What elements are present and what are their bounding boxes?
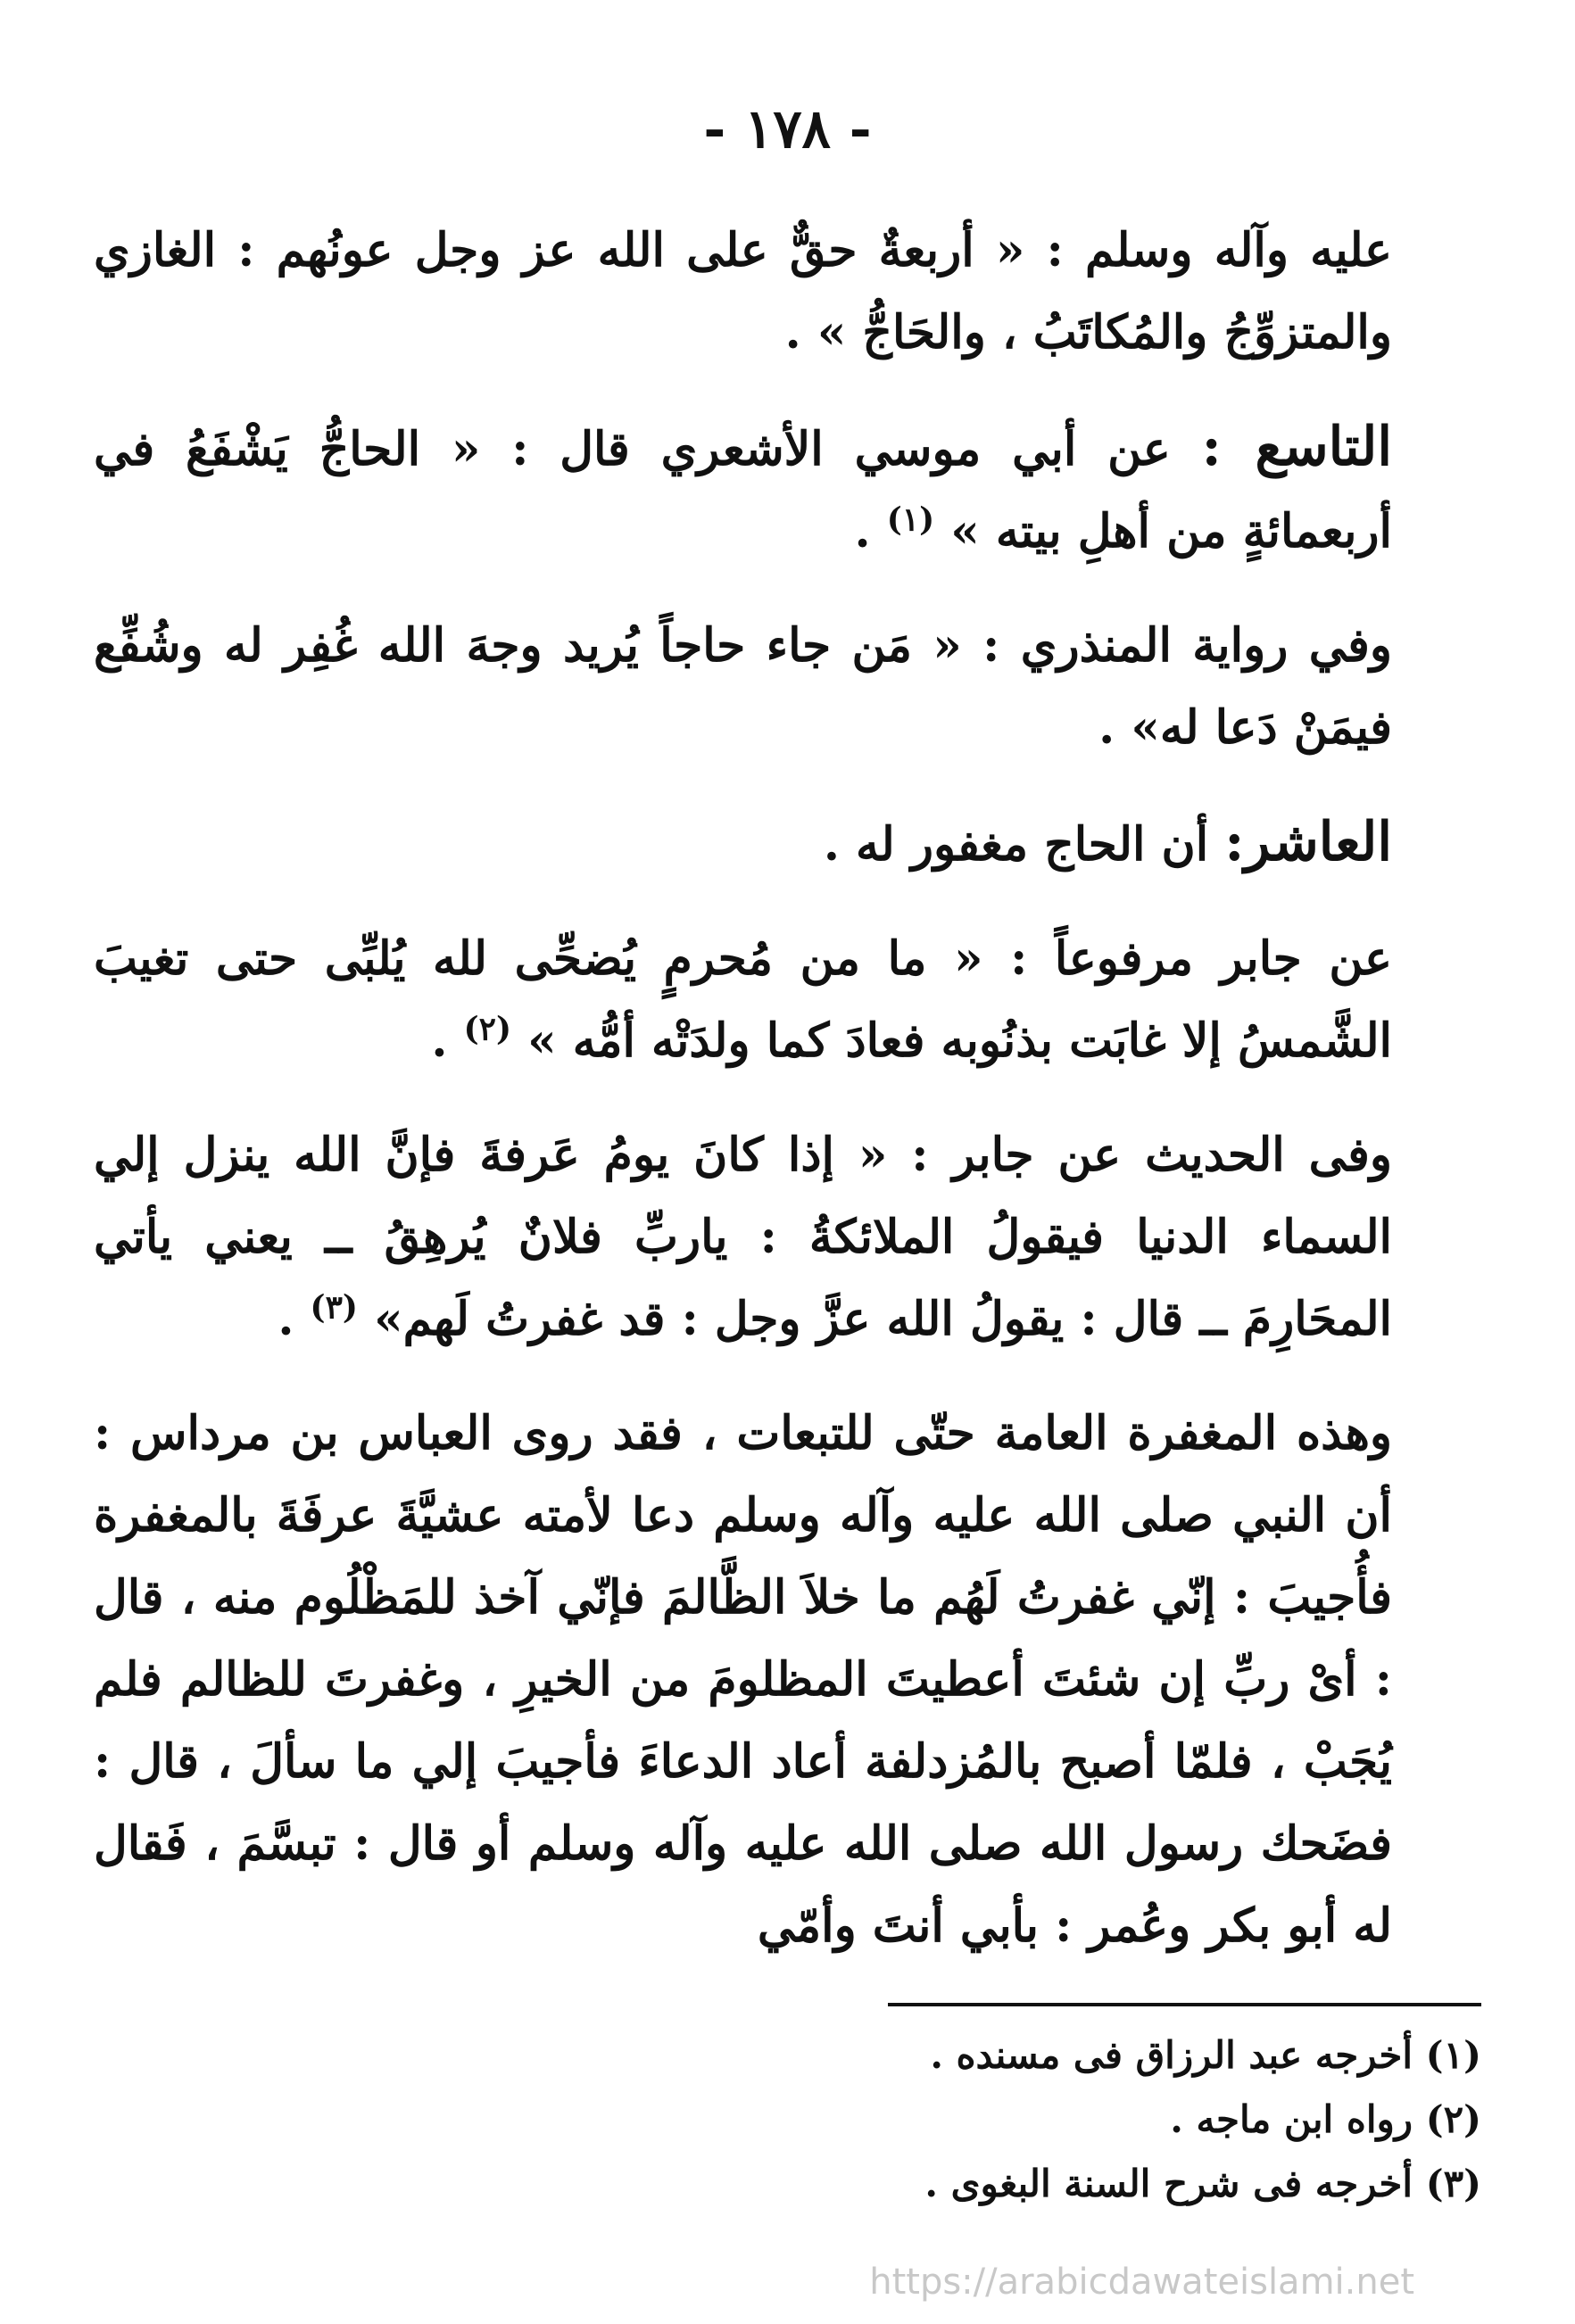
paragraph-text: عن جابر مرفوعاً : « ما من مُحرمٍ يُضحِّى لله يُلبِّى حتى تغيبَ الشَّمسُ إلا غابَت بذنُوبه فعادَ كما ولدَتْه أمُّه » — [94, 931, 1392, 1068]
section-heading-ninth: التاسع : — [1201, 416, 1392, 478]
paragraph-text: أن الحاج مغفور له . — [823, 817, 1225, 872]
footnote-ref-3[interactable]: (٣) — [310, 1288, 358, 1327]
footnote-divider — [888, 2003, 1481, 2006]
paragraph-tail: . — [854, 504, 887, 558]
paragraph-text: وفى الحديث عن جابر : « إذا كانَ يومُ عَرفةَ فإنَّ الله ينزل إلي السماء الدنيا فيقولُ الملائكةُ : ياربِّ فلانٌ يُرهِقُ ــ يعني يأتي المحَارِمَ ــ قال : يقولُ الله عزَّ وجل : قد غفرتُ لَهم» — [94, 1128, 1393, 1346]
paragraph-7 — [94, 1393, 1392, 1967]
page-body — [94, 210, 1392, 1999]
footnote-2: (٢) رواه ابن ماجه . — [1170, 2097, 1481, 2141]
paragraph-text: وهذه المغفرة العامة حتّى للتبعات ، فقد روى العباس بن مرداس : أن النبي صلى الله عليه وآله وسلم دعا لأمته عشيَّةَ عرفَةَ بالمغفرة فأُجيبَ : إنّي غفرتُ لَهُم ما خلاَ الظَّالمَ فإنّي آخذ للمَظْلُوم منه ، قال : أىْ ربِّ إن شئتَ أعطيتَ المظلومَ من الخيرِ ، وغفرتَ للظالم فلم يُجَبْ ، فلمّا أصبح بالمُزدلفة أعاد الدعاءَ فأجيبَ إلي ما سألَ ، قال : فضَحك رسول الله صلى الله عليه وآله وسلم أو قال : تبسَّمَ ، فَقال له أبو بكر وعُمر : بأبي أنتَ وأمّي — [94, 1406, 1392, 1953]
footnote-1: (١) أخرجه عبد الرزاق فى مسنده . — [930, 2033, 1481, 2077]
footnote-ref-1[interactable]: (١) — [886, 500, 935, 539]
page-number: - ١٧٨ - — [703, 98, 872, 161]
paragraph-4 — [94, 801, 1392, 886]
paragraph-3 — [94, 605, 1392, 769]
paragraph-text: عليه وآله وسلم : « أربعةٌ حقٌّ على الله عز وجل عونُهم : الغازي والمتزوِّجُ والمُكاتَبُ ، والحَاجُّ » . — [94, 223, 1392, 360]
paragraph-tail: . — [431, 1013, 464, 1068]
paragraph-2 — [94, 406, 1392, 573]
paragraph-6 — [94, 1114, 1392, 1360]
footnote-ref-2[interactable]: (٢) — [463, 1010, 512, 1048]
paragraph-1 — [94, 210, 1392, 374]
section-heading-tenth: العاشر: — [1224, 811, 1392, 873]
paragraph-text: عن أبي موسي الأشعري قال : « الحاجُّ يَشْفَعُ في أربعمائةٍ من أهلِ بيته » — [94, 422, 1392, 558]
footnotes — [410, 2023, 1481, 2216]
paragraph-text: وفي رواية المنذري : « مَن جاء حاجاً يُريد وجهَ الله غُفِر له وشُفِّع فيمَنْ دَعا له» . — [94, 618, 1392, 755]
paragraph-5 — [94, 918, 1392, 1082]
watermark-url: https://arabicdawateislami.net — [869, 2262, 1414, 2303]
paragraph-tail: . — [278, 1292, 311, 1346]
footnote-3: (٣) أخرجه فى شرح السنة البغوى . — [924, 2162, 1481, 2205]
